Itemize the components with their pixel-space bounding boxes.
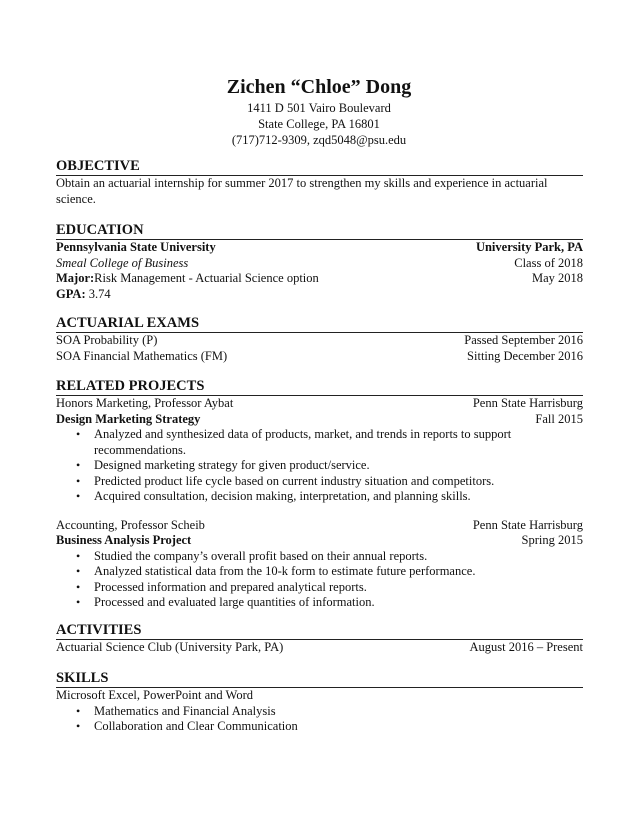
bullet-text: Designed marketing strategy for given product/service.: [94, 458, 370, 472]
bullet-item: [56, 595, 583, 611]
bullet-item: [56, 580, 583, 596]
school-name: Pennsylvania State University: [56, 240, 216, 254]
major-line: [56, 271, 319, 287]
education-section: [56, 222, 583, 302]
gpa-value: 3.74: [88, 286, 111, 301]
bullet-icon: •: [76, 548, 81, 563]
school-location: University Park, PA: [475, 240, 583, 254]
project-bullets: [56, 549, 583, 611]
bullet-text: Analyzed statistical data from the 10-k form to estimate future performance.: [94, 564, 476, 578]
section-title: EDUCATION: [56, 222, 583, 240]
bullet-item: [56, 489, 583, 505]
bullet-icon: •: [76, 473, 81, 488]
major-label: Major:: [56, 271, 95, 285]
bullet-item: [56, 704, 583, 720]
bullet-item: [56, 549, 583, 565]
college-name: Smeal College of Business: [56, 255, 189, 270]
exam-row: [56, 333, 583, 349]
class-of: Class of 2018: [514, 255, 583, 270]
address-line-2: State College, PA 16801: [258, 117, 380, 131]
project-location: Penn State Harrisburg: [472, 517, 583, 532]
activities-section: [56, 622, 583, 656]
bullet-text: Acquired consultation, decision making, interpretation, and planning skills.: [94, 489, 471, 503]
project-course-row: [56, 396, 583, 412]
objective-text: Obtain an actuarial internship for summer 2017 to strengthen my skills and experience in actuarial science.: [56, 176, 548, 206]
resume-header: [0, 74, 638, 148]
major-value: Risk Management - Actuarial Science option: [94, 271, 319, 285]
section-title: ACTIVITIES: [56, 622, 583, 640]
bullet-icon: •: [76, 579, 81, 594]
bullet-icon: •: [76, 703, 81, 718]
project-location: Penn State Harrisburg: [472, 396, 583, 410]
skills-intro: Microsoft Excel, PowerPoint and Word: [56, 688, 253, 702]
project-course-row: [56, 518, 583, 534]
project-bullets: [56, 427, 583, 505]
project-title-row: [56, 533, 583, 549]
bullet-icon: •: [76, 564, 81, 578]
activity-dates: August 2016 – Present: [469, 640, 583, 654]
bullet-icon: •: [76, 595, 81, 609]
bullet-item: [56, 564, 583, 580]
skills-bullets: [56, 704, 583, 735]
objective-section: [56, 158, 583, 207]
bullet-text: Analyzed and synthesized data of products, market, and trends in reports to support recommendations.: [94, 427, 512, 457]
applicant-name: Zichen “Chloe” Dong: [226, 76, 412, 98]
section-title: ACTUARIAL EXAMS: [56, 315, 583, 333]
gpa-label: GPA:: [56, 286, 86, 301]
project-entry: [56, 518, 583, 611]
project-title: Design Marketing Strategy: [56, 411, 201, 426]
bullet-item: [56, 474, 583, 490]
education-row: [56, 256, 583, 272]
education-row: [56, 287, 583, 303]
project-course: Honors Marketing, Professor Aybat: [56, 396, 234, 410]
bullet-icon: •: [76, 489, 81, 503]
exam-status: Sitting December 2016: [467, 348, 583, 363]
section-title: RELATED PROJECTS: [56, 378, 583, 396]
project-term: Spring 2015: [521, 533, 583, 547]
bullet-item: [56, 719, 583, 735]
bullet-icon: •: [76, 458, 81, 472]
exams-section: [56, 315, 583, 364]
spacer: [56, 505, 583, 518]
project-term: Fall 2015: [535, 411, 583, 426]
bullet-text: Processed information and prepared analytical reports.: [94, 579, 367, 594]
bullet-icon: •: [76, 719, 81, 733]
activity-row: [56, 640, 583, 656]
bullet-text: Predicted product life cycle based on current industry situation and competitors.: [94, 473, 495, 488]
exam-status: Passed September 2016: [464, 333, 583, 347]
project-course: Accounting, Professor Scheib: [56, 517, 205, 532]
project-title: Business Analysis Project: [56, 533, 192, 547]
education-row: [56, 240, 583, 256]
exam-name: SOA Financial Mathematics (FM): [56, 348, 228, 363]
exam-row: [56, 349, 583, 365]
bullet-item: [56, 458, 583, 474]
section-title: SKILLS: [56, 670, 583, 688]
bullet-text: Mathematics and Financial Analysis: [94, 703, 276, 718]
graduation-date: May 2018: [531, 271, 583, 285]
address-line-1: 1411 D 501 Vairo Boulevard: [247, 101, 391, 115]
skills-section: [56, 670, 583, 735]
contact-line: (717)712-9309, zqd5048@psu.edu: [231, 133, 407, 147]
education-row: [56, 271, 583, 287]
bullet-icon: •: [76, 427, 81, 441]
projects-section: [56, 378, 583, 611]
bullet-item: [56, 427, 583, 458]
project-entry: [56, 396, 583, 505]
bullet-text: Studied the company’s overall profit based on their annual reports.: [94, 548, 428, 563]
gpa-line: [56, 287, 111, 303]
activity-org: Actuarial Science Club (University Park, PA): [56, 640, 284, 654]
project-title-row: [56, 412, 583, 428]
exam-name: SOA Probability (P): [56, 333, 158, 347]
section-title: OBJECTIVE: [56, 158, 583, 176]
bullet-text: Collaboration and Clear Communication: [94, 719, 298, 733]
bullet-text: Processed and evaluated large quantities of information.: [94, 595, 375, 609]
